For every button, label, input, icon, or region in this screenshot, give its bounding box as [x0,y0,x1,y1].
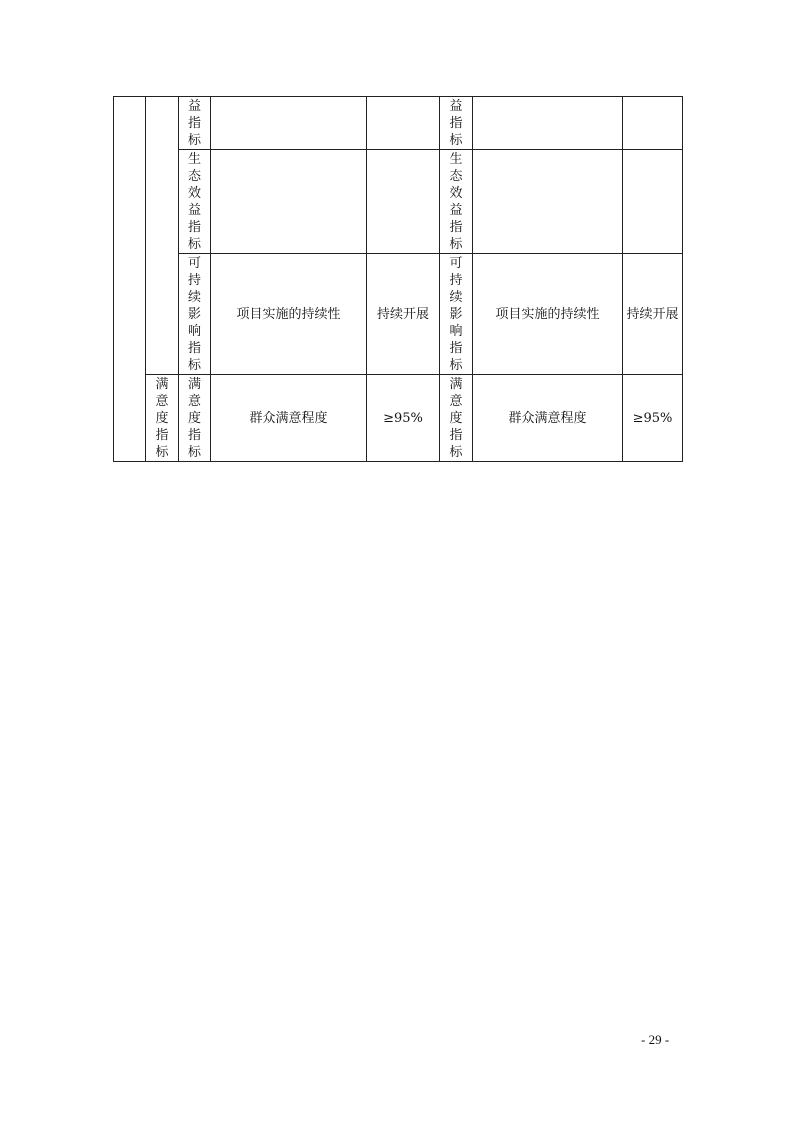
value-right [623,97,683,150]
item-right [473,150,623,254]
table-row [114,97,683,150]
item-right: 群众满意程度 [473,375,623,462]
table-row [114,254,683,375]
category-left: 生 态 效 益 指 标 [179,150,211,254]
item-left [211,150,367,254]
item-right [473,97,623,150]
value-left [367,150,440,254]
table-row [114,375,683,462]
value-left: 持续开展 [367,254,440,375]
outer-blank-cell [114,97,146,462]
value-left: ≥95% [367,375,440,462]
item-left: 群众满意程度 [211,375,367,462]
group-label: 满 意 度 指 标 [146,375,179,462]
category-left: 益 指 标 [179,97,211,150]
item-left: 项目实施的持续性 [211,254,367,375]
indicator-table [113,96,683,462]
category-left: 满 意 度 指 标 [179,375,211,462]
category-left: 可 持 续 影 响 指 标 [179,254,211,375]
group-blank-cell [146,97,179,375]
table-row [114,150,683,254]
category-right: 可 持 续 影 响 指 标 [440,254,473,375]
value-right: 持续开展 [623,254,683,375]
page-number: - 29 - [641,1032,670,1047]
category-right: 益 指 标 [440,97,473,150]
item-left [211,97,367,150]
value-left [367,97,440,150]
value-right: ≥95% [623,375,683,462]
category-right: 生 态 效 益 指 标 [440,150,473,254]
value-right [623,150,683,254]
item-right: 项目实施的持续性 [473,254,623,375]
category-right: 满 意 度 指 标 [440,375,473,462]
